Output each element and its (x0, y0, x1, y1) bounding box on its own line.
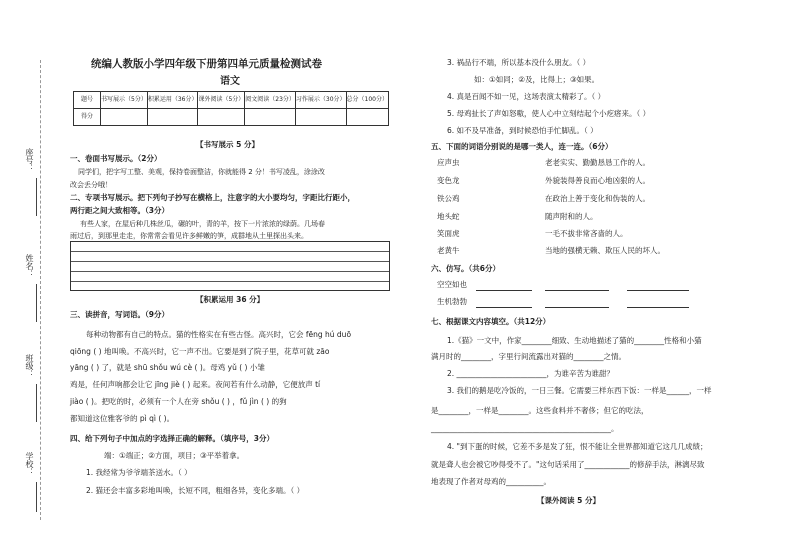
score-table-cell: 积累运用（36分） (147, 92, 198, 109)
question-4-item: 5. 母鸡扯长了声如怒嗷，使人心中立刻结起个小疙瘩来。（ ） (447, 109, 651, 118)
fill-blank-line: 就是聋人也会被它吵得受不了。"这句话采用了____________的修辞手法，淋漓尽致 (431, 460, 705, 469)
section-accumulation-header: 【积累运用 36 分】 (196, 295, 265, 304)
seat-number-label: 座号： (25, 148, 34, 172)
section-reading-header: 【课外阅读 5 分】 (537, 496, 600, 505)
pinyin-line: 都知道这位雅客爷的 pì qì ( )。 (70, 414, 175, 423)
fill-blank-line: 3. 我们的鹅是吃冷饭的，一日三餐。它需要三样东西下饭：一样是______，一样 (447, 386, 712, 395)
question-3: 三、读拼音，写词语。（9分） (70, 310, 169, 319)
question-7: 七、根据课文内容填空。（共12分） (431, 317, 551, 326)
fill-blank-line: 1.《猫》一文中，作家________细致、生动地描述了猫的________性格和小猫 (447, 336, 702, 345)
match-right-item[interactable]: 在政治上善于变化和伪装的人。 (545, 194, 650, 203)
fill-blank-line: ________________________________________________。 (431, 424, 619, 433)
match-left-item[interactable]: 老黄牛 (437, 246, 460, 255)
score-input-cell[interactable] (198, 109, 245, 126)
question-4: 四、给下列句子中加点的字选择正确的解释。（填序号，3分） (70, 434, 274, 443)
answer-blank[interactable] (627, 307, 689, 308)
imitation-example: 空空如也 (437, 280, 467, 289)
question-4-item: 3. 祸品行不端，所以基本没什么朋友。（ ） (447, 58, 591, 67)
score-input-cell[interactable] (346, 109, 389, 126)
score-table (73, 91, 389, 126)
fill-blank-line: 2. ________________________，为谁辛苦为谁甜？ (447, 369, 615, 378)
pinyin-line: 每种动物都有自己的特点。猫的性格实在有些古怪。高兴时，它会 fēng hú duō (86, 330, 352, 339)
question-4-item: 1. 我经常为爷爷端茶送水。（ ） (86, 468, 192, 477)
pinyin-line: qiōng ( ) 地叫唤。不高兴时，它一声不出。它要是到了院子里，花草可就 zāo (70, 347, 330, 356)
score-table-cell: 习作展示（30分） (295, 92, 346, 109)
score-input-cell[interactable] (245, 109, 296, 126)
match-left-item[interactable]: 变色龙 (437, 176, 460, 185)
score-input-cell[interactable] (295, 109, 346, 126)
answer-blank[interactable] (476, 307, 532, 308)
match-right-item[interactable]: 随声附和的人。 (545, 212, 598, 221)
question-4-options: 端：①端正；②方面，项目；③平举着拿。 (104, 451, 245, 460)
match-right-item[interactable]: 当地的强横无赖、欺压人民的坏人。 (545, 246, 665, 255)
question-2: 二、专项书写展示。把下列句子抄写在横格上，注意字的大小要均匀，字距比行距小， (70, 193, 355, 202)
match-left-item[interactable]: 地头蛇 (437, 212, 460, 221)
writing-line[interactable] (71, 242, 389, 252)
fill-blank-line: 是________，一样是________。这些食料并不奢侈；但它的吃法， (431, 406, 649, 415)
fill-blank-line: 满月时的________，字里行间流露出对猫的________之情。 (431, 352, 626, 361)
match-right-item[interactable]: 一毛不拔非常吝啬的人。 (545, 229, 628, 238)
writing-line[interactable] (71, 252, 389, 262)
fill-blank-line: 4. "到下蛋的时候，它差不多是发了狂，恨不能让全世界都知道它这几几成绩； (447, 442, 708, 451)
score-table-cell: 总分（100分） (346, 92, 389, 109)
match-left-item[interactable]: 应声虫 (437, 158, 460, 167)
question-1-text: 改会丢分哦！ (70, 181, 112, 189)
section-writing-header: 【书写展示 5 分】 (196, 140, 259, 149)
question-4-item: 6. 如不及早准备，到时候恐怕手忙脚乱。（ ） (447, 126, 598, 135)
question-1: 一、卷面书写展示。（2分） (70, 154, 162, 163)
name-blank[interactable] (36, 284, 37, 322)
imitation-example: 生机勃勃 (437, 297, 467, 306)
match-left-item[interactable]: 笑面虎 (437, 229, 460, 238)
exam-title: 统编人教版小学四年级下册第四单元质量检测试卷 (91, 58, 322, 70)
class-blank[interactable] (36, 384, 37, 422)
score-table-cell: 书写展示（5分） (101, 92, 148, 109)
class-label: 班级： (25, 354, 34, 378)
score-table-score-row (74, 109, 389, 126)
question-6: 六、仿写。（共6分） (431, 264, 500, 273)
writing-box[interactable] (70, 241, 390, 291)
answer-blank[interactable] (545, 290, 609, 291)
answer-blank[interactable] (627, 290, 689, 291)
writing-line[interactable] (71, 272, 389, 282)
school-label: 学校： (25, 452, 34, 476)
question-4-item: 4. 真是百闻不如一见，这场表演太精彩了。（ ） (447, 92, 606, 101)
question-1-text: 同学们，把字写工整、美观，保持卷面整洁，你就能得 2 分！书写凌乱，涂涂改 (78, 168, 325, 176)
copy-passage: 雨过后，到那里走走，你常常会看见许多鲜嫩的笋，成群地从土里探出头来。 (70, 232, 308, 240)
answer-blank[interactable] (545, 307, 609, 308)
match-right-item[interactable]: 老老实实、勤勤恳恳工作的人。 (545, 158, 650, 167)
seat-number-blank[interactable] (36, 178, 37, 216)
answer-blank[interactable] (476, 290, 532, 291)
binding-line (40, 60, 41, 520)
question-5: 五、下面的词语分别说的是哪一类人，连一连。（6分） (431, 142, 613, 151)
match-left-item[interactable]: 铁公鸡 (437, 194, 460, 203)
question-2: 两行距之间大致相等。（3分） (70, 206, 169, 215)
question-4-options: 如：①如同；②及，比得上；③如果。 (474, 75, 600, 84)
name-label: 姓名： (25, 254, 34, 278)
score-table-cell: 题号 (74, 92, 101, 109)
score-input-cell[interactable] (147, 109, 198, 126)
subject-title: 语文 (220, 76, 240, 87)
pinyin-line: jiào ( )。把吃的时，必须有一个人在旁 shǒu ( ) ，fǔ jìn ( ) 的狗 (70, 397, 287, 406)
copy-passage: 有些人家，在屋后种几株丝瓜，碾的叶，青的羊，按下一片浓浓的绿荫。几场春 (80, 220, 325, 228)
school-blank[interactable] (36, 482, 37, 512)
score-table-cell: 课外阅读（5分） (198, 92, 245, 109)
pinyin-line: yāng ( ) 了，就是 shū shǒu wú cè ( )。母鸡 yǔ ( ) 小雏 (70, 363, 265, 372)
question-4-item: 2. 猫还会丰富多彩地叫唤，长短不同，粗细各异，变化多端。（ ） (86, 486, 305, 495)
score-table-header-row (74, 92, 389, 109)
pinyin-line: 鸡是，任何声响都会让它 jīng jiè ( ) 起来。夜间若有什么动静，它便放声 tí (70, 380, 321, 389)
writing-line[interactable] (71, 262, 389, 272)
score-table-cell: 阅文阅读（23分） (245, 92, 296, 109)
score-table-cell: 得分 (74, 109, 101, 126)
score-input-cell[interactable] (101, 109, 148, 126)
match-right-item[interactable]: 外貌装得善良而心地凶狠的人。 (545, 176, 650, 185)
fill-blank-line: 地表现了作者对母鸡的__________。 (431, 477, 551, 486)
